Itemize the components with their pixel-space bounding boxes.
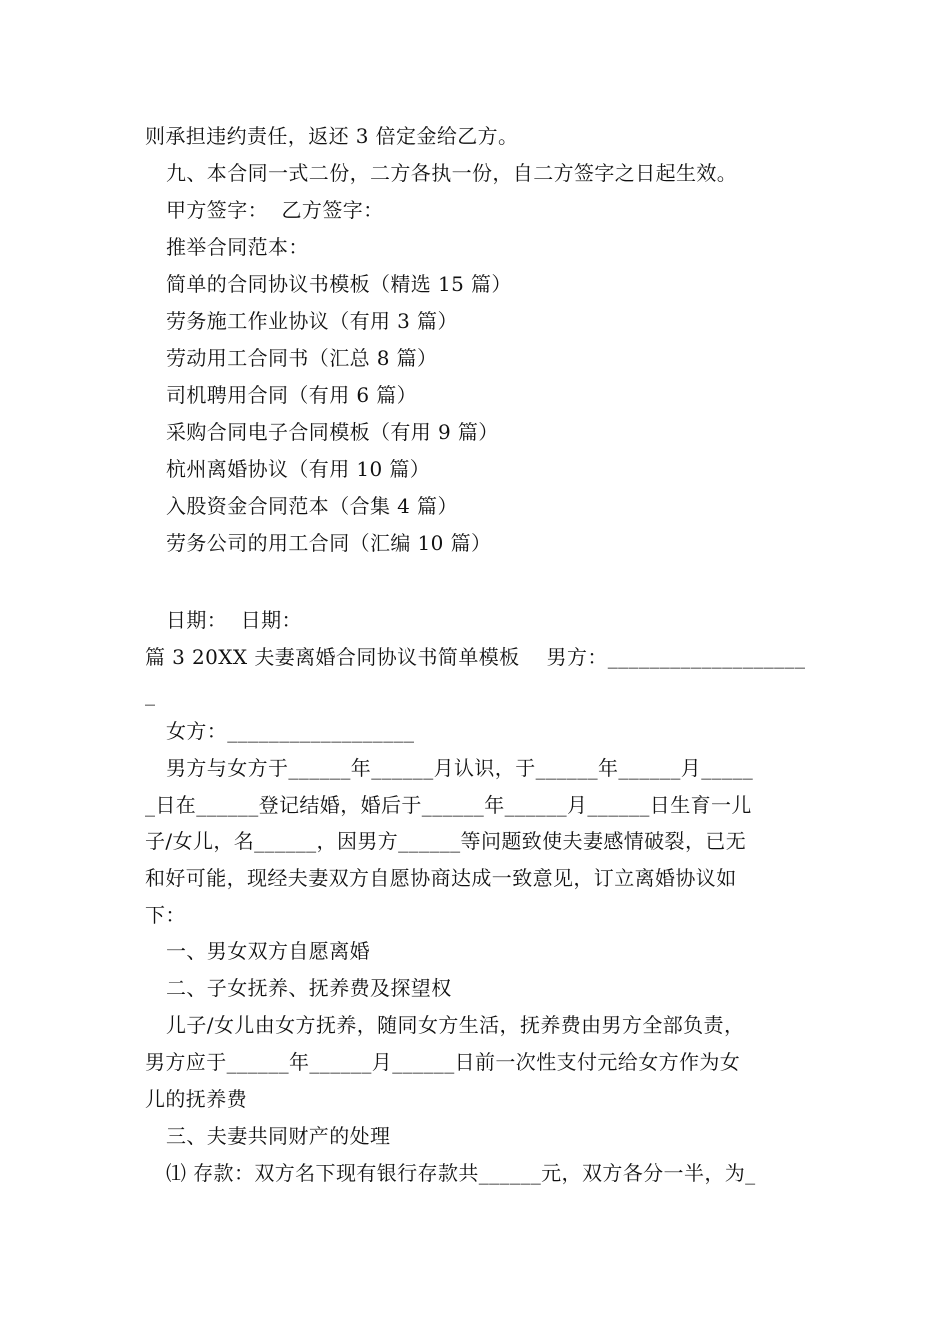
- recommend-link[interactable]: 劳动用工合同书（汇总 8 篇）: [166, 346, 438, 370]
- text-line: 和好可能，现经夫妻双方自愿协商达成一致意见，订立离婚协议如: [145, 866, 737, 891]
- text-line: 则承担违约责任，返还 3 倍定金给乙方。: [145, 124, 519, 148]
- text-line: 男方与女方于______年______月认识，于______年______月_____: [166, 756, 754, 780]
- recommend-link[interactable]: 入股资金合同范本（合集 4 篇）: [166, 494, 458, 518]
- text-line: 子/女儿，名______，因男方______等问题致使夫妻感情破裂，已无: [145, 829, 747, 854]
- text-line: 男方应于______年______月______日前一次性支付元给女方作为女: [145, 1050, 741, 1075]
- text-line: 九、本合同一式二份，二方各执一份，自二方签字之日起生效。: [166, 161, 738, 185]
- intro-paragraph: [145, 750, 810, 933]
- text-line: 下：: [145, 902, 186, 927]
- clause-heading: 一、男女双方自愿离婚: [166, 939, 370, 964]
- female-party-line: 女方：__________________: [166, 719, 415, 743]
- clause-heading: 三、夫妻共同财产的处理: [166, 1123, 391, 1148]
- section-title-continuation: _: [145, 682, 156, 706]
- recommend-heading: 推举合同范本：: [166, 235, 309, 259]
- recommend-link[interactable]: 杭州离婚协议（有用 10 篇）: [166, 457, 431, 481]
- custody-paragraph: [145, 1007, 810, 1117]
- section-title: 篇 3 20XX 夫妻离婚合同协议书简单模板 男方：___________________: [145, 645, 806, 669]
- text-line: _日在______登记结婚，婚后于______年______月______日生育一儿: [145, 792, 752, 817]
- spacer: [145, 562, 810, 602]
- clause-heading: 二、子女抚养、抚养费及探望权: [166, 976, 452, 1001]
- recommend-link[interactable]: 司机聘用合同（有用 6 篇）: [166, 383, 418, 407]
- text-line: ⑴ 存款：双方名下现有银行存款共______元，双方各分一半，为_: [166, 1160, 756, 1185]
- recommend-link[interactable]: 劳务施工作业协议（有用 3 篇）: [166, 309, 458, 333]
- text-line: 儿的抚养费: [145, 1086, 247, 1111]
- recommend-link[interactable]: 简单的合同协议书模板（精选 15 篇）: [166, 272, 512, 296]
- recommend-link[interactable]: 采购合同电子合同模板（有用 9 篇）: [166, 420, 499, 444]
- date-line: 日期： 日期：: [166, 608, 302, 632]
- recommend-link[interactable]: 劳务公司的用工合同（汇编 10 篇）: [166, 531, 492, 555]
- text-line: 儿子/女儿由女方抚养，随同女方生活，抚养费由男方全部负责，: [166, 1013, 745, 1038]
- signature-line: 甲方签字： 乙方签字：: [166, 198, 384, 222]
- document-body: [145, 118, 810, 1192]
